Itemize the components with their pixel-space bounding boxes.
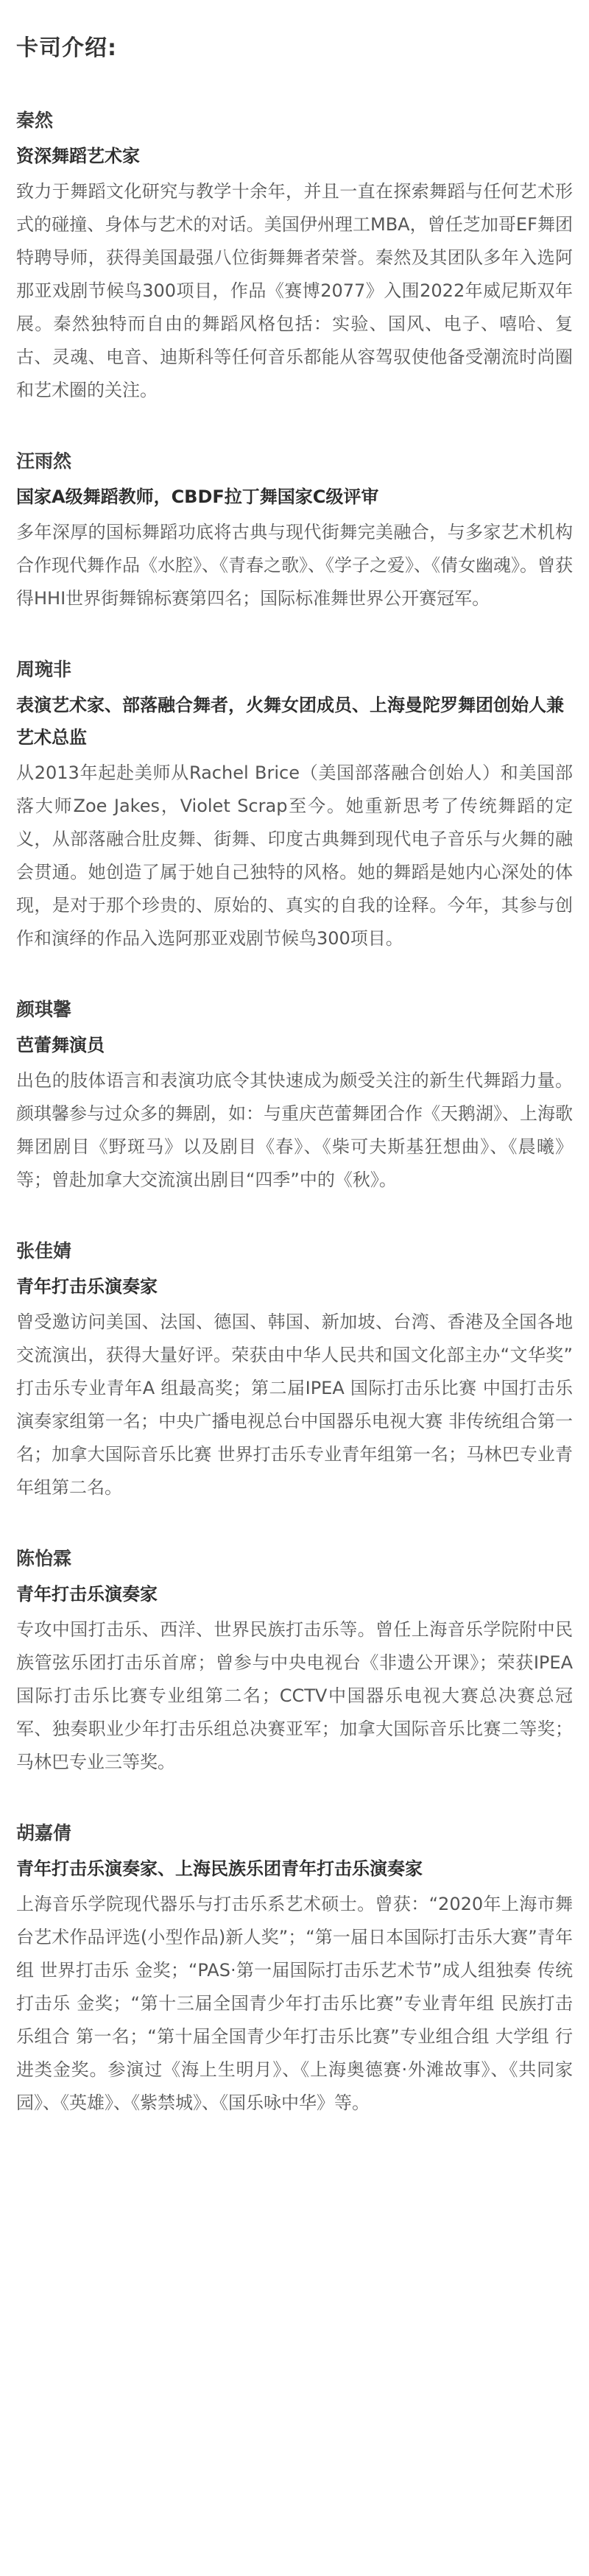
profile-bio: 从2013年起赴美师从Rachel Brice（美国部落融合创始人）和美国部落大师Zoe Jakes，Violet Scrap至今。她重新思考了传统舞蹈的定义，从部落融合肚皮舞、街舞、印度古典舞到现代电子音乐与火舞的融会贯通。她创造了属于她自己独特的风格。她的舞蹈是她内心深处的体现，是对于那个珍贵的、原始的、真实的自我的诠释。今年，其参与创作和演绎的作品入选阿那亚戏剧节候鸟300项目。 [16,762,573,949]
profile-role: 芭蕾舞演员 [16,1035,105,1055]
profile-role: 表演艺术家、部落融合舞者，火舞女团成员、上海曼陀罗舞团创始人兼艺术总监 [16,695,564,748]
profile-name: 周琬非 [16,659,72,680]
profile-role: 国家A级舞蹈教师，CBDF拉丁舞国家C级评审 [16,486,379,507]
profile-name: 胡嘉倩 [16,1822,72,1844]
profile-name: 陈怡霖 [16,1548,72,1569]
profile-card [16,107,573,407]
profile-bio: 上海音乐学院现代器乐与打击乐系艺术硕士。曾获：“2020年上海市舞台艺术作品评选(小型作品)新人奖”；“第一届日本国际打击乐大赛”青年组 世界打击乐 金奖；“PAS·第一届国际打击乐艺术节”成人组独奏 传统打击乐 金奖；“第十三届全国青少年打击乐比赛”专业青年组 民族打击乐组合 第一名；“第十届全国青少年打击乐比赛”专业组合组 大学组 行进类金奖。参演过《海上生明月》、《上海奥德赛·外滩故事》、《共同家园》、《英雄》、《紫禁城》、《国乐咏中华》等。 [16,1894,573,2113]
profile-bio: 曾受邀访问美国、法国、德国、韩国、新加坡、台湾、香港及全国各地交流演出，获得大量好评。荣获由中华人民共和国文化部主办“文华奖” 打击乐专业青年A 组最高奖；第二届IPEA 国际打击乐比赛 中国打击乐演奏家组第一名；中央广播电视总台中国器乐电视大赛 非传统组合第一名；加拿大国际音乐比赛 世界打击乐专业青年组第一名；马林巴专业青年组第二名。 [16,1312,573,1498]
profile-role: 资深舞蹈艺术家 [16,146,140,166]
profile-role: 青年打击乐演奏家 [16,1276,158,1297]
profile-name: 秦然 [16,110,54,131]
profile-name: 颜琪馨 [16,999,72,1020]
profile-card [16,657,573,955]
profile-card [16,1238,573,1504]
profile-card [16,997,573,1197]
profile-card [16,1546,573,1779]
profile-name: 汪雨然 [16,450,72,472]
profile-card [16,1820,573,2120]
profile-bio: 致力于舞蹈文化研究与教学十余年，并且一直在探索舞蹈与任何艺术形式的碰撞、身体与艺术的对话。美国伊州理工MBA，曾任芝加哥EF舞团特聘导师，获得美国最强八位街舞舞者荣誉。秦然及其团队多年入选阿那亚戏剧节候鸟300项目，作品《赛博2077》入围2022年威尼斯双年展。秦然独特而自由的舞蹈风格包括：实验、国风、电子、嘻哈、复古、灵魂、电音、迪斯科等任何音乐都能从容驾驭使他备受潮流时尚圈和艺术圈的关注。 [16,181,573,400]
profile-role: 青年打击乐演奏家、上海民族乐团青年打击乐演奏家 [16,1858,423,1879]
profile-bio: 出色的肢体语言和表演功底令其快速成为颇受关注的新生代舞蹈力量。颜琪馨参与过众多的舞剧，如：与重庆芭蕾舞团合作《天鹅湖》、上海歌舞团剧目《野斑马》以及剧目《春》、《柴可夫斯基狂想曲》、《晨曦》等；曾赴加拿大交流演出剧目“四季”中的《秋》。 [16,1070,573,1190]
profile-name: 张佳婧 [16,1240,72,1262]
profile-role: 青年打击乐演奏家 [16,1584,158,1604]
profile-bio: 多年深厚的国标舞蹈功底将古典与现代街舞完美融合，与多家艺术机构合作现代舞作品《水腔》、《青春之歌》、《学子之爱》、《倩女幽魂》。曾获得HHI世界街舞锦标赛第四名；国际标准舞世界公开赛冠军。 [16,522,573,609]
profile-card [16,448,573,615]
profile-bio: 专攻中国打击乐、西洋、世界民族打击乐等。曾任上海音乐学院附中民族管弦乐团打击乐首席；曾参与中央电视台《非遗公开课》；荣获IPEA国际打击乐比赛专业组第二名；CCTV中国器乐电视大赛总决赛总冠军、独奏职业少年打击乐组总决赛亚军；加拿大国际音乐比赛二等奖；马林巴专业三等奖。 [16,1619,573,1772]
page-title: 卡司介绍: [16,35,117,61]
